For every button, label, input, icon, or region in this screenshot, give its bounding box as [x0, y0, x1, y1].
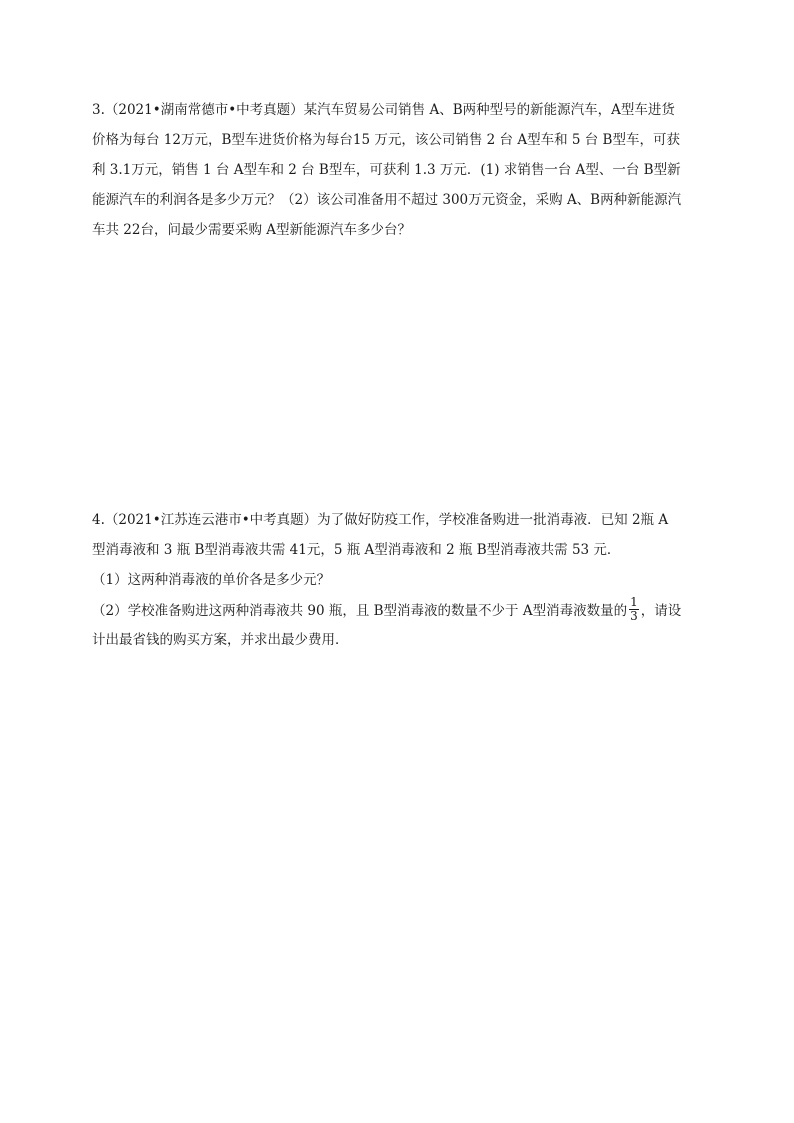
- problem-4: [92, 508, 712, 658]
- problem-3-line-2: 价格为每台 12万元，B型车进货价格为每台15 万元，该公司销售 2 台 A型车和 5 台 B型车，可获: [92, 132, 680, 148]
- problem-4-part-2-text: （2）学校准备购进这两种消毒液共 90 瓶，且 B型消毒液的数量不少于 A型消毒液数量的: [92, 603, 628, 619]
- fraction-numerator: 1: [630, 595, 638, 609]
- one-third-fraction: [629, 596, 639, 623]
- problem-4-line-2: 型消毒液和 3 瓶 B型消毒液共需 41元，5 瓶 A型消毒液和 2 瓶 B型消毒液共需 53 元．: [92, 542, 621, 558]
- problem-3-line-1: 3.（2021•湖南常德市•中考真题）某汽车贸易公司销售 A、B两种型号的新能源汽车，A型车进货: [92, 102, 675, 118]
- problem-3-line-5: 车共 22台，问最少需要采购 A型新能源汽车多少台？: [92, 222, 412, 238]
- fraction-denominator: 3: [630, 609, 638, 623]
- problem-4-part-2-tail: ，请设: [640, 603, 682, 619]
- problem-4-line-1: 4.（2021•江苏连云港市•中考真题）为了做好防疫工作，学校准备购进一批消毒液．已知 2瓶 A: [92, 512, 669, 528]
- problem-3: [92, 98, 712, 248]
- problem-4-part-1: （1）这两种消毒液的单价各是多少元？: [92, 572, 331, 588]
- problem-3-line-4: 能源汽车的利润各是多少万元？（2）该公司准备用不超过 300万元资金，采购 A、B两种新能源汽: [92, 192, 682, 208]
- problem-4-part-2-line-2: 计出最省钱的购买方案，并求出最少费用．: [92, 632, 349, 648]
- problem-3-line-3: 利 3.1万元，销售 1 台 A型车和 2 台 B型车，可获利 1.3 万元．(1) 求销售一台 A型、一台 B型新: [92, 162, 681, 178]
- problem-4-part-2: [92, 595, 712, 628]
